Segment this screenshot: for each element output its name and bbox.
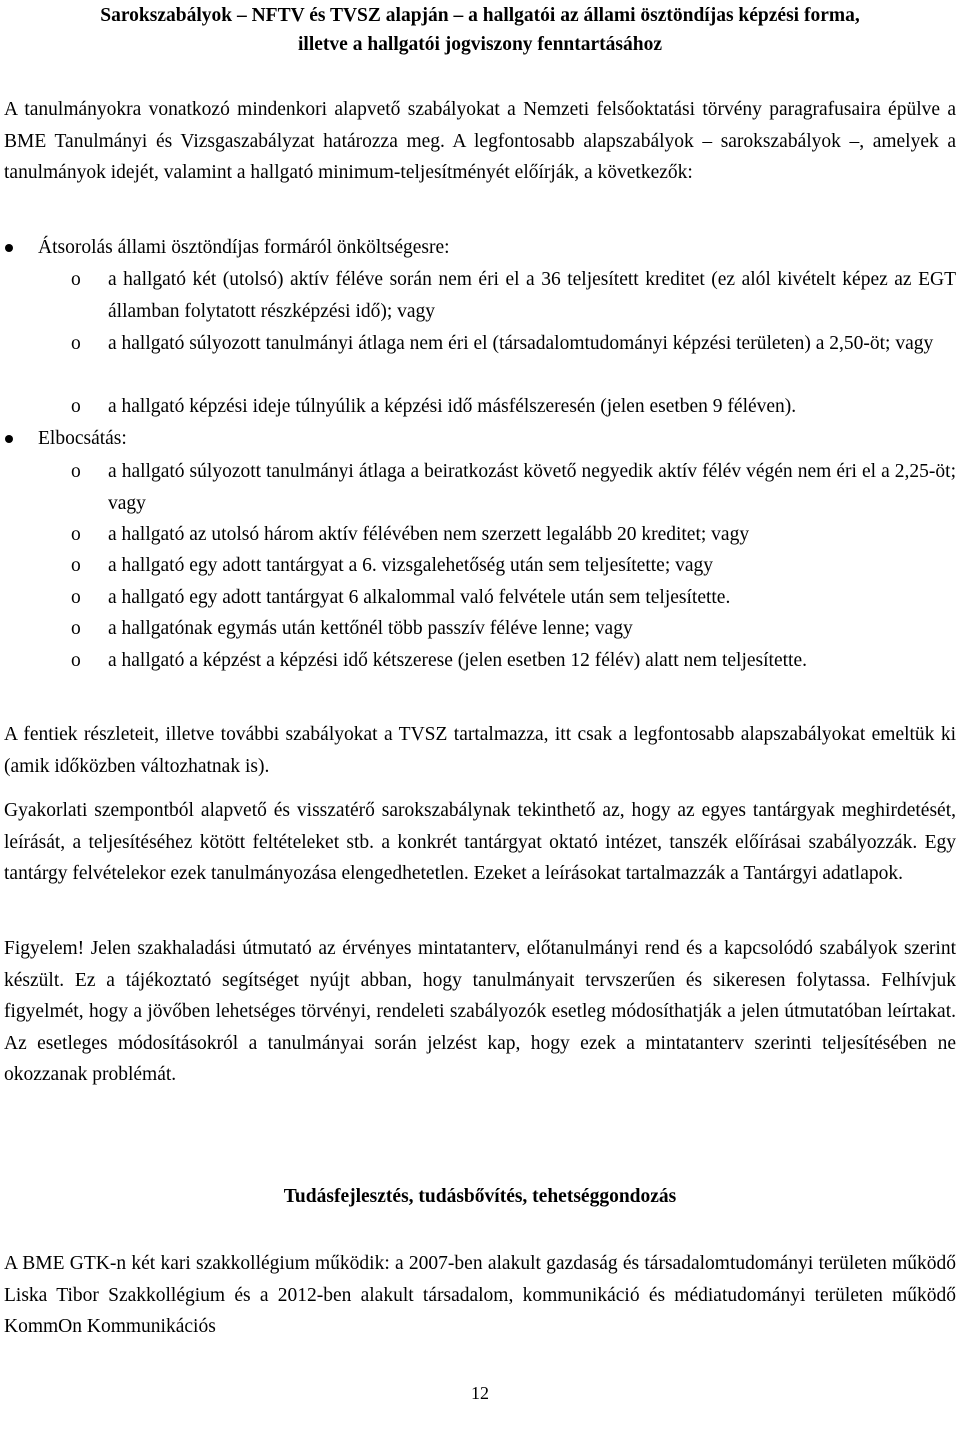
list-item-text: a hallgató súlyozott tanulmányi átlaga a beiratkozást követő negyedik aktív félév végén nem éri el a 2,25-öt; vagy — [108, 461, 956, 514]
rule-label: Átsorolás állami ösztöndíjas formáról önköltségesre: — [38, 237, 450, 258]
section-paragraph: A BME GTK-n két kari szakkollégium működik: a 2007-ben alakult gazdaság és társadalomtudományi területen működő Liska Tibor Szakkollégium és a 2012-ben alakult társadalom, kommunikáció és médiatudományi területen működő KommOn Kommunikációs — [4, 1253, 956, 1337]
circle-bullet-icon: o — [71, 333, 81, 354]
paragraph-tvsz-details: A fentiek részleteit, illetve további szabályokat a TVSZ tartalmazza, itt csak a legfontosabb alapszabályokat emeltük ki (amik időközben változhatnak is). — [4, 724, 956, 777]
paragraph-course-requirements: Gyakorlati szempontból alapvető és visszatérő sarokszabálynak tekinthető az, hogy az egyes tantárgyak meghirdetését, leírását, a teljesítéséhez kötött feltételeket stb. a konkrét tantárgyat oktató intézet, tanszék előírásai szabályozzák. Egy tantárgy felvételekor ezek tanulmányozása elengedhetetlen. Ezeket a leírásokat tartalmazzák a Tantárgyi adatlapok. — [4, 800, 956, 884]
list-item — [71, 519, 956, 551]
list-item — [71, 391, 956, 423]
rule-dismissal — [38, 423, 956, 455]
list-item-text: a hallgató az utolsó három aktív félévében nem szerzett legalább 20 kreditet; vagy — [108, 524, 750, 545]
list-item-text: a hallgatónak egymás után kettőnél több passzív féléve lenne; vagy — [108, 618, 633, 639]
list-item-text: a hallgató súlyozott tanulmányi átlaga nem éri el (társadalomtudományi képzési területen) a 2,50-öt; vagy — [108, 333, 934, 354]
circle-bullet-icon: o — [71, 269, 81, 290]
circle-bullet-icon: o — [71, 618, 81, 639]
document-title-line-2: illetve a hallgatói jogviszony fenntartásához — [298, 34, 662, 55]
bullet-dot-icon — [5, 244, 13, 252]
circle-bullet-icon: o — [71, 555, 81, 576]
list-item — [71, 264, 956, 327]
page-number: 12 — [471, 1383, 489, 1403]
rule-label: Elbocsátás: — [38, 428, 127, 449]
list-item-text: a hallgató a képzést a képzési idő kétszerese (jelen esetben 12 félév) alatt nem teljesítette. — [108, 650, 807, 671]
list-item — [71, 582, 956, 614]
section-title: Tudásfejlesztés, tudásbővítés, tehetséggondozás — [283, 1186, 677, 1207]
circle-bullet-icon: o — [71, 461, 81, 482]
circle-bullet-icon: o — [71, 587, 81, 608]
intro-paragraph: A tanulmányokra vonatkozó mindenkori alapvető szabályokat a Nemzeti felsőoktatási törvény paragrafusaira épülve a BME Tanulmányi és Vizsgaszabályzat határozza meg. A legfontosabb alapszabályok – sarokszabályok –, amelyek a tanulmányok idejét, valamint a hallgató minimum-teljesítményét előírják, a következők: — [4, 99, 956, 183]
rule-reclassification — [38, 232, 956, 264]
list-item — [71, 645, 956, 677]
document-title-line-1: Sarokszabályok – NFTV és TVSZ alapján – a hallgatói az állami ösztöndíjas képzési forma, — [100, 5, 860, 26]
list-item-text: a hallgató egy adott tantárgyat 6 alkalommal való felvétele után sem teljesítette. — [108, 587, 731, 608]
list-item-text: a hallgató két (utolsó) aktív féléve során nem éri el a 36 teljesített kreditet (ez alól kivételt képez az EGT államban folytatott részképzési idő); vagy — [108, 269, 956, 322]
circle-bullet-icon: o — [71, 396, 81, 417]
paragraph-attention: Figyelem! Jelen szakhaladási útmutató az érvényes mintatanterv, előtanulmányi rend és a kapcsolódó szabályok szerint készült. Ez a tájékoztató segítséget nyújt abban, hogy tanulmányait tervszerűen és sikeresen folytassa. Felhívjuk figyelmét, hogy a jövőben lehetséges törvényi, rendeleti szabályozók esetleg módosíthatják a jelen útmutatóban leírtakat. Az esetleges módosításokról a tanulmányai során jelzést kap, hogy ezek a mintatanterv szerinti teljesítésében ne okozzanak problémát. — [4, 938, 956, 1085]
list-item — [71, 550, 956, 582]
list-item-text: a hallgató egy adott tantárgyat a 6. vizsgalehetőség után sem teljesítette; vagy — [108, 555, 714, 576]
list-item-text: a hallgató képzési ideje túlnyúlik a képzési idő másfélszeresén (jelen esetben 9 féléven). — [108, 396, 797, 417]
circle-bullet-icon: o — [71, 524, 81, 545]
list-item — [71, 328, 956, 360]
circle-bullet-icon: o — [71, 650, 81, 671]
bullet-dot-icon — [5, 435, 13, 443]
list-item — [71, 613, 956, 645]
list-item — [71, 456, 956, 519]
